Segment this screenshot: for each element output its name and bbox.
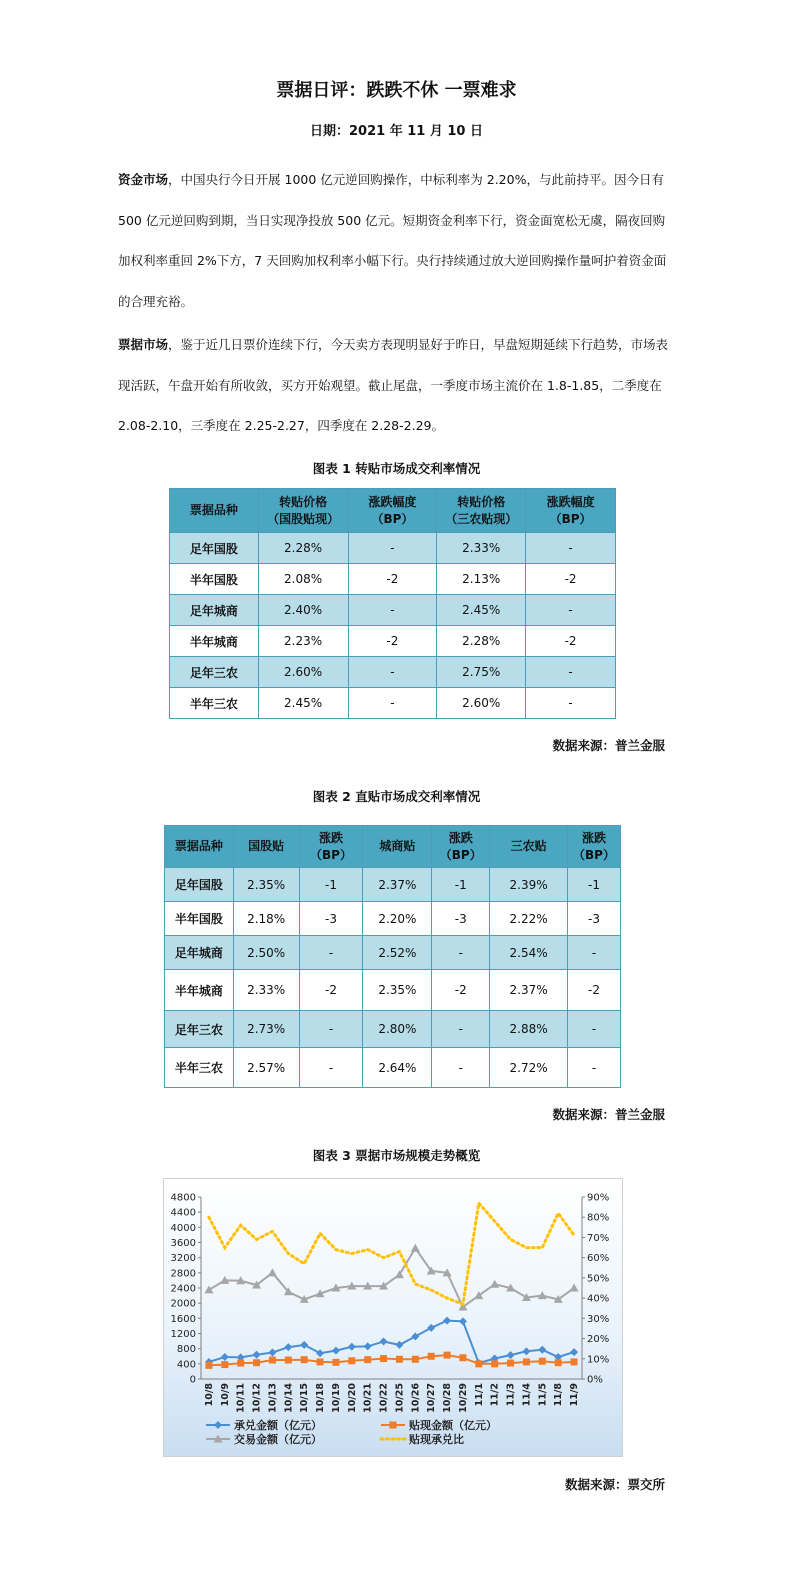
table-cell: -: [568, 1011, 621, 1048]
row-label: 足年三农: [170, 657, 259, 688]
table-row: [170, 688, 616, 719]
series-line: [209, 1355, 574, 1365]
table-cell: 2.28%: [258, 533, 348, 564]
x-tick-label: 10/25: [394, 1383, 406, 1413]
header-text: 三农贴: [510, 839, 547, 853]
y-right-tick-label: 80%: [587, 1212, 610, 1224]
y-right-tick-label: 30%: [587, 1313, 610, 1325]
data-point: [443, 1317, 451, 1325]
x-tick-label: 10/14: [283, 1383, 295, 1413]
data-point: [364, 1356, 371, 1363]
legend-marker: [390, 1422, 397, 1429]
table-cell: -: [526, 595, 616, 626]
header-text: （BP）: [573, 847, 615, 862]
data-point: [491, 1360, 498, 1367]
table-cell: 2.13%: [437, 564, 526, 595]
data-point: [490, 1280, 499, 1288]
table-cell: -: [348, 688, 437, 719]
data-point: [316, 1349, 324, 1357]
table-cell: 2.52%: [363, 936, 432, 970]
x-tick-label: 11/5: [537, 1383, 549, 1407]
y-right-tick-label: 40%: [587, 1293, 610, 1305]
x-tick-label: 10/22: [378, 1383, 390, 1413]
y-right-tick-label: 0%: [587, 1374, 603, 1386]
data-point: [571, 1358, 578, 1365]
paragraph-lead: 资金市场: [118, 172, 169, 187]
table-cell: 2.37%: [490, 970, 568, 1011]
y-left-tick-label: 4800: [170, 1192, 196, 1204]
table1-caption: 图表 1 转贴市场成交利率情况: [312, 461, 481, 476]
legend-label: 贴现金额（亿元）: [409, 1419, 497, 1432]
table-cell: -: [348, 533, 437, 564]
header-text: 国股贴: [248, 839, 285, 853]
row-label: 半年三农: [165, 1048, 234, 1088]
data-point: [444, 1352, 451, 1359]
chart-source: 数据来源：票交所: [564, 1477, 665, 1492]
table-row: [170, 595, 616, 626]
header-text: （BP）: [371, 511, 414, 526]
row-label: 半年国股: [165, 902, 234, 936]
column-header: [348, 489, 437, 533]
table-cell: -2: [526, 564, 616, 595]
row-label: 半年国股: [170, 564, 259, 595]
data-point: [538, 1346, 546, 1354]
table-cell: 2.57%: [233, 1048, 299, 1088]
table-cell: 2.45%: [258, 688, 348, 719]
legend-marker: [214, 1421, 222, 1429]
data-point: [221, 1361, 228, 1368]
y-left-tick-label: 3600: [170, 1238, 196, 1249]
row-label: 半年城商: [165, 970, 234, 1011]
y-right-tick-label: 70%: [587, 1232, 610, 1244]
table-row: [165, 1011, 621, 1048]
data-point: [539, 1358, 546, 1365]
table-cell: 2.39%: [490, 868, 568, 902]
column-header: [526, 489, 616, 533]
table-cell: 2.22%: [490, 902, 568, 936]
y-left-tick-label: 1200: [170, 1329, 196, 1340]
table-cell: 2.88%: [490, 1011, 568, 1048]
table-cell: 2.20%: [363, 902, 432, 936]
table-row: [165, 868, 621, 902]
data-point: [332, 1347, 340, 1355]
table1-source: 数据来源：普兰金服: [552, 738, 665, 753]
x-tick-label: 10/27: [426, 1383, 438, 1413]
header-text: （BP）: [310, 847, 352, 862]
header-text: 票据品种: [174, 839, 223, 853]
data-point: [412, 1356, 419, 1363]
paragraph-funds: [118, 160, 674, 322]
table-cell: 2.23%: [258, 626, 348, 657]
table-cell: 2.45%: [437, 595, 526, 626]
table-cell: 2.37%: [363, 868, 432, 902]
data-point: [300, 1341, 308, 1349]
data-point: [555, 1359, 562, 1366]
row-label: 足年三农: [165, 1011, 234, 1048]
column-header: [432, 826, 490, 868]
data-point: [523, 1358, 530, 1365]
table-cell: -: [348, 595, 437, 626]
article-date: 日期：2021 年 11 月 10 日: [310, 124, 483, 139]
data-point: [348, 1357, 355, 1364]
legend-label: 贴现承兑比: [409, 1433, 464, 1446]
table-row: [170, 657, 616, 688]
row-label: 足年国股: [165, 868, 234, 902]
table-cell: -: [299, 1048, 363, 1088]
table-cell: -2: [568, 970, 621, 1011]
data-point: [268, 1268, 277, 1276]
series-line: [209, 1203, 574, 1304]
data-point: [285, 1357, 292, 1364]
row-label: 半年城商: [170, 626, 259, 657]
header-text: 涨跌幅度: [546, 494, 595, 509]
data-point: [364, 1342, 372, 1350]
data-point: [221, 1353, 229, 1361]
x-tick-label: 11/9: [569, 1383, 581, 1407]
data-point: [253, 1351, 261, 1359]
series-line: [209, 1248, 574, 1307]
series-line: [209, 1321, 574, 1364]
data-point: [301, 1356, 308, 1363]
table-cell: -: [526, 688, 616, 719]
x-tick-label: 11/2: [489, 1383, 501, 1407]
header-text: （BP）: [439, 847, 482, 862]
x-tick-label: 10/15: [299, 1383, 311, 1413]
y-right-tick-label: 90%: [587, 1192, 610, 1204]
data-point: [395, 1270, 404, 1278]
data-point: [396, 1356, 403, 1363]
row-label: 半年三农: [170, 688, 259, 719]
data-point: [428, 1353, 435, 1360]
table1: [169, 488, 616, 719]
data-point: [204, 1285, 213, 1293]
table-cell: 2.33%: [233, 970, 299, 1011]
data-point: [507, 1360, 514, 1367]
column-header: [258, 489, 348, 533]
y-left-tick-label: 3200: [170, 1253, 196, 1265]
table-cell: 2.35%: [363, 970, 432, 1011]
row-label: 足年城商: [170, 595, 259, 626]
table-cell: 2.73%: [233, 1011, 299, 1048]
table-row: [165, 936, 621, 970]
table-cell: 2.72%: [490, 1048, 568, 1088]
legend-label: 承兑金额（亿元）: [234, 1419, 322, 1432]
x-tick-label: 10/26: [410, 1383, 422, 1413]
data-point: [507, 1351, 515, 1359]
y-right-tick-label: 60%: [587, 1253, 610, 1265]
table-cell: -2: [348, 626, 437, 657]
table-cell: 2.60%: [437, 688, 526, 719]
header-text: 涨跌: [319, 830, 344, 845]
paragraph-text: ，中国央行今日开展 1000 亿元逆回购操作，中标利率为 2.20%，与此前持平。因今日有 500 亿元逆回购到期，当日实现净投放 500 亿元。短期资金利率下行，资金面宽松无虞，隔夜回购加权利率重回 2%下方，7 天回购加权利率小幅下行。央行持续通过放大逆回购操作量呵护着资金面的合理充裕。: [118, 172, 667, 309]
header-text: 票据品种: [189, 503, 238, 517]
table-cell: 2.80%: [363, 1011, 432, 1048]
y-left-tick-label: 800: [176, 1344, 196, 1356]
data-point: [332, 1359, 339, 1366]
table-cell: 2.33%: [437, 533, 526, 564]
table-row: [170, 626, 616, 657]
x-tick-label: 10/28: [442, 1383, 454, 1413]
data-point: [380, 1355, 387, 1362]
table-cell: -1: [299, 868, 363, 902]
data-point: [427, 1324, 435, 1332]
x-tick-label: 10/18: [315, 1383, 327, 1413]
table-cell: -: [568, 1048, 621, 1088]
table-cell: 2.40%: [258, 595, 348, 626]
y-right-tick-label: 20%: [587, 1334, 610, 1346]
table2-caption: 图表 2 直贴市场成交利率情况: [312, 789, 481, 804]
data-point: [268, 1348, 276, 1356]
data-point: [284, 1343, 292, 1351]
table-cell: 2.75%: [437, 657, 526, 688]
y-left-tick-label: 4000: [170, 1222, 196, 1234]
y-right-tick-label: 50%: [587, 1273, 610, 1285]
table-cell: -: [526, 657, 616, 688]
data-point: [253, 1359, 260, 1366]
header-text: 涨跌: [448, 830, 473, 845]
market-scale-chart: [164, 1179, 622, 1456]
column-header: [165, 826, 234, 868]
x-tick-label: 10/9: [219, 1383, 231, 1407]
table-cell: -: [432, 936, 490, 970]
x-tick-label: 11/8: [553, 1383, 565, 1407]
legend-label: 交易金额（亿元）: [234, 1433, 322, 1446]
table-row: [165, 970, 621, 1011]
table-row: [165, 902, 621, 936]
data-point: [205, 1362, 212, 1369]
data-point: [395, 1341, 403, 1349]
table-header-row: [170, 489, 616, 533]
column-header: [437, 489, 526, 533]
table-cell: -: [299, 1011, 363, 1048]
table-cell: -2: [348, 564, 437, 595]
table-cell: 2.18%: [233, 902, 299, 936]
data-point: [348, 1343, 356, 1351]
column-header: [233, 826, 299, 868]
x-tick-label: 10/12: [251, 1383, 263, 1413]
table2: [164, 825, 621, 1088]
header-text: 涨跌幅度: [368, 494, 417, 509]
header-text: （三农贴现）: [445, 511, 518, 526]
y-left-tick-label: 4400: [170, 1207, 196, 1219]
table-cell: 2.28%: [437, 626, 526, 657]
table-cell: -: [299, 936, 363, 970]
header-text: 涨跌: [582, 830, 607, 845]
table-cell: 2.08%: [258, 564, 348, 595]
data-point: [380, 1337, 388, 1345]
table-row: [170, 564, 616, 595]
paragraph-text: ，鉴于近几日票价连续下行，今天卖方表现明显好于昨日，早盘短期延续下行趋势，市场表现活跃，午盘开始有所收敛，买方开始观望。截止尾盘，一季度市场主流价在 1.8-1.85，二季度在 2.08-2.10，三季度在 2.25-2.27，四季度在 2.28-2.29。: [118, 337, 669, 433]
table-cell: -2: [526, 626, 616, 657]
chart-area: [163, 1178, 623, 1457]
data-point: [237, 1360, 244, 1367]
data-point: [475, 1360, 482, 1367]
x-tick-label: 11/4: [521, 1383, 533, 1407]
y-left-tick-label: 2400: [170, 1283, 196, 1295]
table-row: [170, 533, 616, 564]
y-left-tick-label: 2000: [170, 1298, 196, 1310]
y-left-tick-label: 1600: [170, 1313, 196, 1325]
table-cell: -: [432, 1048, 490, 1088]
article-title: 票据日评：跌跌不休 一票难求: [276, 80, 517, 101]
table-cell: -1: [432, 868, 490, 902]
x-tick-label: 10/20: [346, 1383, 358, 1413]
column-header: [299, 826, 363, 868]
data-point: [269, 1357, 276, 1364]
column-header: [490, 826, 568, 868]
table-row: [165, 1048, 621, 1088]
data-point: [459, 1354, 466, 1361]
data-point: [459, 1317, 467, 1325]
header-text: 城商贴: [379, 839, 416, 853]
table-cell: 2.64%: [363, 1048, 432, 1088]
table-cell: -1: [568, 868, 621, 902]
x-tick-label: 11/3: [505, 1383, 517, 1407]
column-header: [363, 826, 432, 868]
table-cell: -3: [299, 902, 363, 936]
table-cell: 2.50%: [233, 936, 299, 970]
column-header: [170, 489, 259, 533]
x-tick-label: 11/1: [473, 1383, 485, 1407]
x-tick-label: 10/8: [203, 1383, 215, 1407]
y-left-tick-label: 0: [189, 1374, 196, 1386]
row-label: 足年城商: [165, 936, 234, 970]
data-point: [570, 1348, 578, 1356]
chart-caption: 图表 3 票据市场规模走势概览: [312, 1148, 481, 1163]
header-text: （BP）: [549, 511, 592, 526]
header-text: 转贴价格: [279, 494, 328, 509]
table-header-row: [165, 826, 621, 868]
data-point: [570, 1284, 579, 1292]
table-cell: -: [568, 936, 621, 970]
x-tick-label: 10/19: [330, 1383, 342, 1413]
x-tick-label: 10/29: [457, 1383, 469, 1413]
table-cell: -3: [568, 902, 621, 936]
column-header: [568, 826, 621, 868]
data-point: [411, 1244, 420, 1252]
table-cell: -2: [299, 970, 363, 1011]
table-cell: -3: [432, 902, 490, 936]
header-text: （国股贴现）: [267, 511, 340, 526]
data-point: [522, 1347, 530, 1355]
table-cell: 2.35%: [233, 868, 299, 902]
table-cell: -: [432, 1011, 490, 1048]
y-left-tick-label: 400: [176, 1359, 196, 1371]
paragraph-bills: [118, 325, 674, 447]
table-cell: -2: [432, 970, 490, 1011]
y-right-tick-label: 10%: [587, 1354, 610, 1366]
table-cell: -: [348, 657, 437, 688]
header-text: 转贴价格: [457, 494, 506, 509]
table-cell: 2.54%: [490, 936, 568, 970]
y-left-tick-label: 2800: [170, 1268, 196, 1280]
data-point: [411, 1333, 419, 1341]
paragraph-lead: 票据市场: [118, 337, 169, 352]
table2-source: 数据来源：普兰金服: [552, 1107, 665, 1122]
x-tick-label: 10/13: [267, 1383, 279, 1413]
x-tick-label: 10/21: [362, 1383, 374, 1413]
table-cell: -: [526, 533, 616, 564]
x-tick-label: 10/11: [235, 1383, 247, 1413]
table-cell: 2.60%: [258, 657, 348, 688]
data-point: [317, 1358, 324, 1365]
row-label: 足年国股: [170, 533, 259, 564]
